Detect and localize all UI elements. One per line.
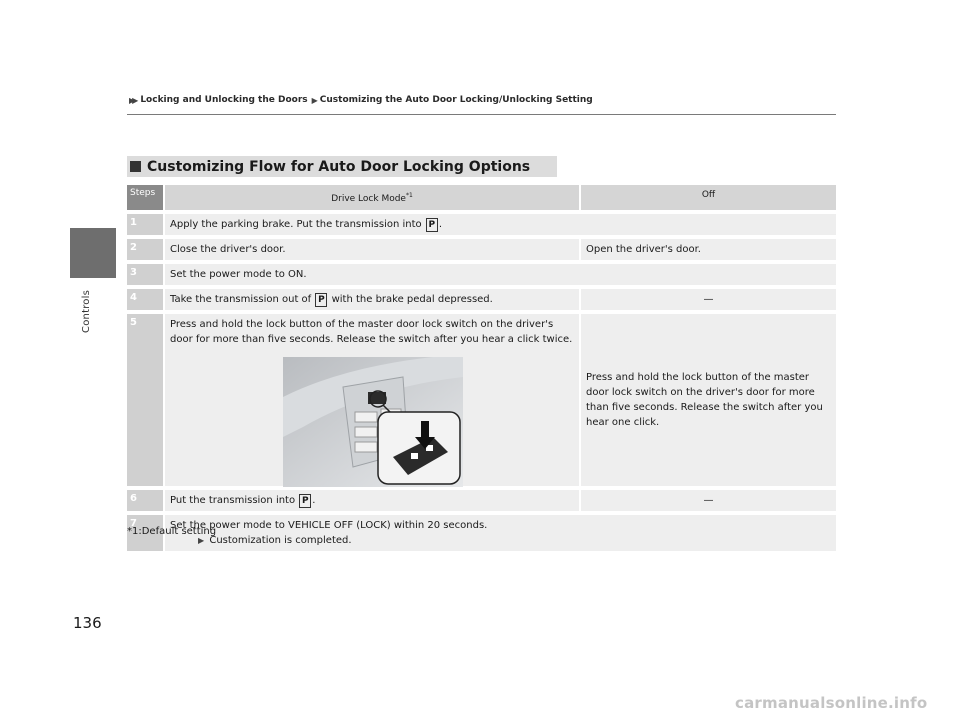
breadcrumb-link-2[interactable]: Customizing the Auto Door Locking/Unlocking Setting	[319, 95, 593, 105]
breadcrumb-link-1[interactable]: Locking and Unlocking the Doors	[140, 95, 308, 105]
result-line	[170, 533, 831, 548]
header-drive-lock-text: Drive Lock Mode	[331, 194, 406, 204]
step-number: 7	[127, 515, 163, 551]
park-key-icon: P	[315, 293, 327, 307]
table-row	[127, 264, 836, 285]
footnote: *1:Default setting	[127, 526, 217, 537]
result-arrow-icon: ▶	[198, 536, 202, 545]
page-number: 136	[73, 614, 102, 632]
step-text-b: .	[312, 495, 316, 506]
header-divider	[127, 114, 836, 115]
breadcrumb	[127, 95, 593, 105]
door-lock-switch-illustration	[283, 357, 463, 487]
step-text-a: Apply the parking brake. Put the transmission into	[170, 219, 422, 230]
table-row	[127, 490, 836, 511]
header-off: Off	[581, 185, 836, 210]
customizing-flow-table	[127, 185, 836, 555]
step-text: Set the power mode to VEHICLE OFF (LOCK) within 20 seconds.	[170, 520, 488, 531]
table-row	[127, 289, 836, 310]
step-right-dash: —	[581, 490, 836, 511]
watermark: carmanualsonline.info	[735, 694, 928, 712]
result-text: Customization is completed.	[209, 535, 352, 546]
step-text-a: Put the transmission into	[170, 495, 296, 506]
step-text-a: Take the transmission out of	[170, 294, 312, 305]
step-number: 3	[127, 264, 163, 285]
table-row	[127, 515, 836, 551]
table-header-row	[127, 185, 836, 210]
table-row	[127, 314, 836, 486]
step-text	[165, 214, 836, 235]
step-right-text: Press and hold the lock button of the master door lock switch on the driver's door for more than five seconds. Release the switch after you hear one click.	[581, 314, 836, 486]
step-number: 4	[127, 289, 163, 310]
step-number: 2	[127, 239, 163, 260]
step-right-dash: —	[581, 289, 836, 310]
door-lock-switch-image	[283, 357, 463, 487]
step-text-b: with the brake pedal depressed.	[331, 294, 493, 305]
header-steps: Steps	[127, 185, 163, 210]
step-text-cell	[165, 515, 836, 551]
park-key-icon: P	[426, 218, 438, 232]
side-tab	[70, 228, 116, 278]
section-header	[127, 156, 557, 177]
footnote-ref: *1	[405, 192, 413, 199]
table-row	[127, 214, 836, 235]
step-left-text: Close the driver's door.	[165, 239, 579, 260]
step-number: 5	[127, 314, 163, 486]
step-left-text	[165, 289, 579, 310]
step-left-text	[165, 490, 579, 511]
breadcrumb-arrow-icon: ▶▶	[129, 95, 136, 105]
step-number: 1	[127, 214, 163, 235]
breadcrumb-arrow-icon: ▶	[311, 95, 315, 105]
step-right-text: Open the driver's door.	[581, 239, 836, 260]
side-label: Controls	[81, 290, 92, 333]
header-drive-lock-mode	[165, 185, 579, 210]
step-left-text: Press and hold the lock button of the master door lock switch on the driver's door for more than five seconds. Release the switch after you hear a click twice.	[170, 319, 573, 345]
step-number: 6	[127, 490, 163, 511]
step-text-b: .	[438, 219, 443, 230]
step-text: Set the power mode to ON.	[165, 264, 836, 285]
step-left-cell	[165, 314, 579, 486]
section-title: Customizing Flow for Auto Door Locking Options	[147, 158, 531, 175]
square-bullet-icon	[130, 161, 141, 172]
park-key-icon: P	[299, 494, 311, 508]
table-row	[127, 239, 836, 260]
